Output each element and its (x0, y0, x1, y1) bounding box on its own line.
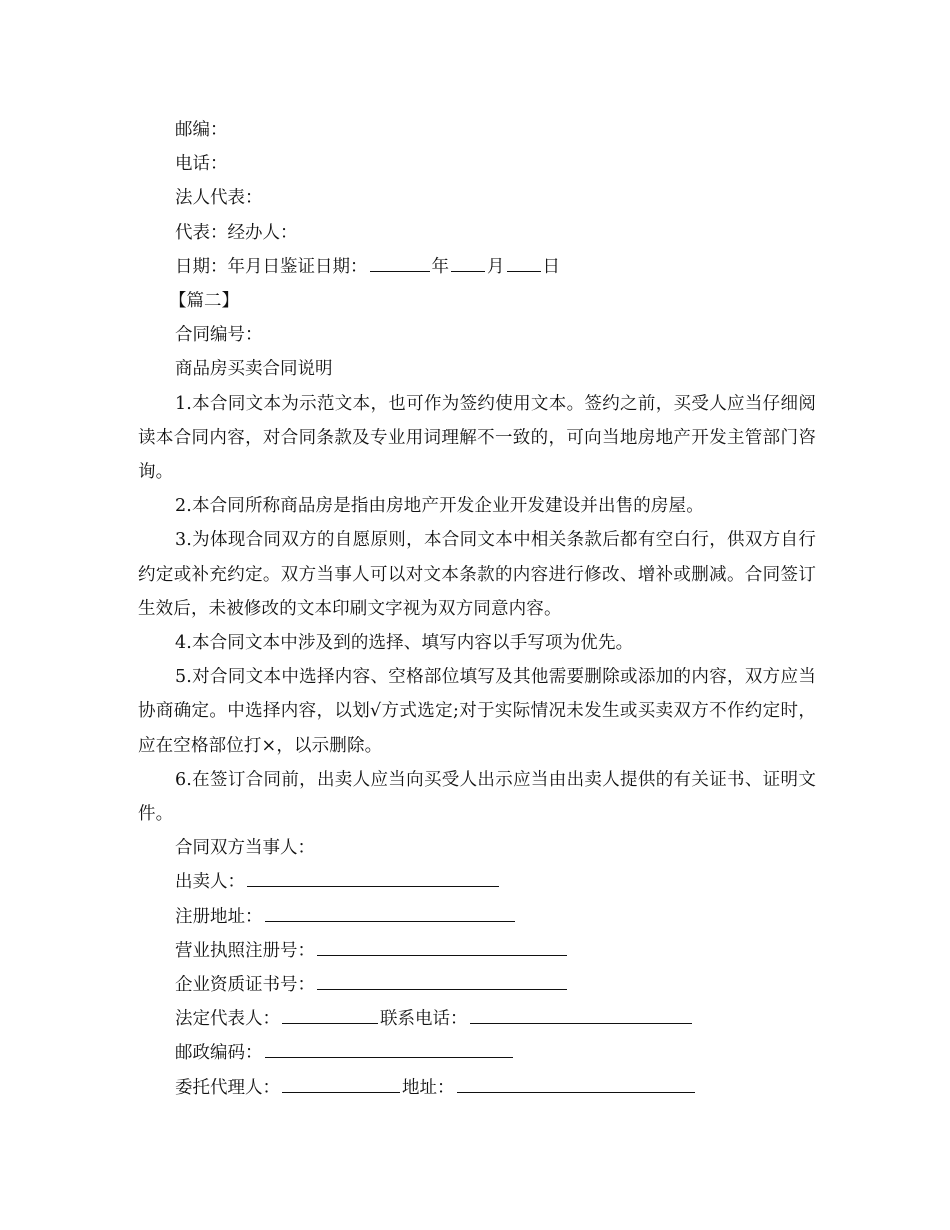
legal-representative-line: 法人代表： (175, 188, 263, 209)
date-line (138, 250, 816, 284)
registered-address-field (138, 900, 816, 934)
year-label: 年 (431, 256, 449, 277)
license-number-field (138, 934, 816, 968)
legal-rep-phone-field (138, 1002, 816, 1036)
agent-label: 委托代理人： (175, 1077, 280, 1098)
license-number-label: 营业执照注册号： (175, 940, 315, 961)
instruction-item: 4.本合同文本中涉及到的选择、填写内容以手写项为优先。 (175, 633, 634, 654)
registered-address-blank (265, 904, 515, 922)
address-blank (457, 1075, 695, 1093)
qualification-number-blank (317, 972, 567, 990)
year-blank (370, 254, 430, 272)
instruction-item: 6.在签订合同前，出卖人应当向买受人出示应当由出卖人提供的有关证书、证明文件。 (138, 769, 816, 825)
agent-blank (282, 1075, 400, 1093)
seller-blank (247, 870, 499, 888)
representative-handler-line: 代表：经办人： (175, 222, 298, 243)
license-number-blank (317, 938, 567, 956)
instruction-item: 2.本合同所称商品房是指由房地产开发企业开发建设并出售的房屋。 (175, 496, 704, 517)
seller-field (138, 865, 816, 899)
instruction-item: 1.本合同文本为示范文本，也可作为签约使用文本。签约之前，买受人应当仔细阅读本合同内容，对合同条款及专业用词理解不一致的，可向当地房地产开发主管部门咨询。 (138, 393, 816, 483)
month-blank (451, 254, 485, 272)
instructions-title: 商品房买卖合同说明 (175, 359, 333, 380)
contract-number-label: 合同编号： (175, 325, 263, 346)
phone-blank (470, 1007, 692, 1025)
document-body (138, 113, 816, 1105)
section-heading: 【篇二】 (169, 291, 239, 312)
qualification-number-label: 企业资质证书号： (175, 975, 315, 996)
legal-rep-label: 法定代表人： (175, 1009, 280, 1030)
phone-label: 联系电话： (380, 1009, 468, 1030)
instruction-item: 3.为体现合同双方的自愿原则，本合同文本中相关条款后都有空白行，供双方自行约定或补充约定。双方当事人可以对文本条款的内容进行修改、增补或删减。合同签订生效后，未被修改的文本印刷文字视为双方同意内容。 (138, 530, 816, 619)
month-label: 月 (487, 256, 505, 277)
day-blank (507, 254, 541, 272)
agent-address-field (138, 1071, 816, 1105)
postal-code-line: 邮编： (175, 120, 228, 140)
postal-code-label: 邮政编码： (175, 1043, 263, 1064)
registered-address-label: 注册地址： (175, 906, 263, 927)
day-label: 日 (542, 256, 560, 277)
address-label: 地址： (402, 1077, 455, 1098)
instruction-item: 5.对合同文本中选择内容、空格部位填写及其他需要删除或添加的内容，双方应当协商确定。中选择内容，以划√方式选定;对于实际情况未发生或买卖双方不作约定时，应在空格部位打×，以示删除。 (138, 667, 816, 756)
parties-label: 合同双方当事人： (175, 838, 315, 859)
postal-code-field (138, 1036, 816, 1070)
date-prefix: 日期：年月日鉴证日期： (175, 256, 368, 277)
legal-rep-blank (282, 1007, 378, 1025)
qualification-number-field (138, 968, 816, 1002)
phone-line: 电话： (175, 154, 228, 175)
seller-label: 出卖人： (175, 872, 245, 893)
postal-code-blank (265, 1041, 513, 1059)
